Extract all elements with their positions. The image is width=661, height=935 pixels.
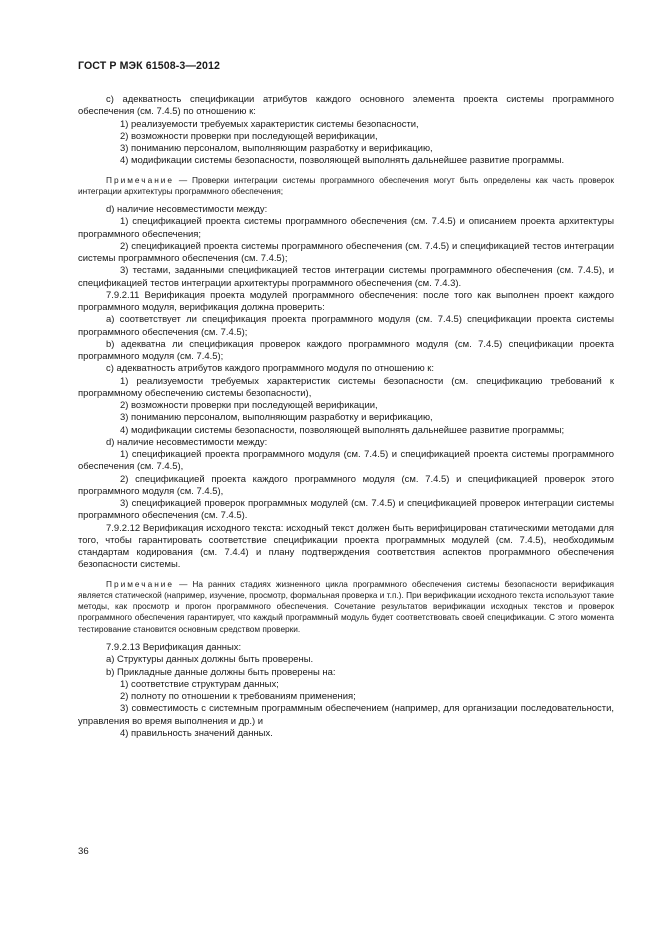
body-paragraph: 3) тестами, заданными спецификацией тестов интеграции системы программного обеспечения (см. 7.4.5), и спецификацией тестов интеграции архитектуры программного обеспечения (см. 7.4.3). <box>78 265 614 289</box>
note-paragraph <box>78 579 614 635</box>
document-body <box>78 94 614 740</box>
body-paragraph: 1) соответствие структурам данных; <box>120 678 279 690</box>
body-paragraph: a) Структуры данных должны быть проверены. <box>106 654 314 666</box>
note-text: — На ранних стадиях жизненного цикла программного обеспечения системы безопасности верификация является статической (например, изучение, просмотр, формальная проверка и т.п.). При верификации исходного текста используют такие методы, как просмотр и прогон программного обеспечения. Сочетание результатов верификации исходных текстов и проверок программного обеспечения гарантирует, что каждый программный модуль будет соответствовать своей спецификации. С этого момента тестирование становится основным средством проверки. <box>78 578 614 634</box>
body-paragraph: 1) реализуемости требуемых характеристик системы безопасности, <box>120 118 419 130</box>
body-paragraph: 4) модификации системы безопасности, позволяющей выполнять дальнейшее развитие программы; <box>120 424 565 436</box>
note-text: — Проверки интеграции системы программного обеспечения могут быть определены как часть проверок интеграции архитектуры программного обеспечения; <box>78 174 614 196</box>
note-paragraph <box>78 175 614 198</box>
body-paragraph: 1) спецификацией проекта системы программного обеспечения (см. 7.4.5) и описанием проекта архитектуры программного обеспечения; <box>78 216 614 240</box>
body-paragraph: 4) модификации системы безопасности, позволяющей выполнять дальнейшее развитие программы. <box>120 155 565 167</box>
note-label: Примечание <box>106 578 175 589</box>
body-paragraph: b) адекватна ли спецификация проверок каждого программного модуля (см. 7.4.5) спецификации проекта программного модуля (см. 7.4.5); <box>78 338 614 363</box>
page-number: 36 <box>78 846 89 857</box>
note-label: Примечание <box>106 174 175 185</box>
body-paragraph: a) соответствует ли спецификация проекта программного модуля (см. 7.4.5) спецификации проекта системы программного обеспечения (см. 7.4.5); <box>78 314 614 338</box>
body-paragraph: 4) правильность значений данных. <box>120 727 273 739</box>
body-paragraph: 7.9.2.13 Верификация данных: <box>106 642 242 654</box>
body-paragraph: d) наличие несовместимости между: <box>106 436 268 448</box>
body-paragraph: c) адекватность спецификации атрибутов каждого основного элемента проекта системы программного обеспечения (см. 7.4.5) по отношению к: <box>78 94 614 118</box>
body-paragraph: 1) реализуемости требуемых характеристик системы безопасности (см. спецификацию требований к программному обеспечению системы безопасности), <box>78 375 614 399</box>
body-paragraph: d) наличие несовместимости между: <box>106 204 268 216</box>
body-paragraph: c) адекватность атрибутов каждого программного модуля по отношению к: <box>106 363 435 375</box>
body-paragraph: 2) спецификацией проекта системы программного обеспечения (см. 7.4.5) и спецификацией тестов интеграции системы программного обеспечения (см. 7.4.5); <box>78 240 614 265</box>
standard-code-header: ГОСТ Р МЭК 61508-3—2012 <box>78 60 221 72</box>
body-paragraph: 2) полноту по отношении к требованиям применения; <box>120 691 356 703</box>
body-paragraph: 2) спецификацией проекта каждого программного модуля (см. 7.4.5) и спецификацией проверок этого программного модуля (см. 7.4.5), <box>78 473 614 497</box>
body-paragraph: 3) пониманию персоналом, выполняющим разработку и верификацию, <box>120 412 433 424</box>
body-paragraph: 1) спецификацией проекта программного модуля (см. 7.4.5) и спецификацией проекта системы программного обеспечения (см. 7.4.5), <box>78 449 614 473</box>
body-paragraph: 7.9.2.11 Верификация проекта модулей программного обеспечения: после того как выполнен проект каждого программного модуля, верификация должна проверить: <box>78 289 614 314</box>
body-paragraph: 3) пониманию персоналом, выполняющим разработку и верификацию, <box>120 143 433 154</box>
body-paragraph: b) Прикладные данные должны быть проверены на: <box>106 666 336 678</box>
body-paragraph: 2) возможности проверки при последующей верификации, <box>120 400 378 412</box>
body-paragraph: 3) спецификацией проверок программных модулей (см. 7.4.5) и спецификацией проверок интеграции системы программного обеспечения (см. 7.4.5). <box>78 498 614 522</box>
body-paragraph: 7.9.2.12 Верификация исходного текста: исходный текст должен быть верифицирован статическими методами для того, чтобы гарантировать соответствие спецификации проекта программных модулей (см. 7.4.5), необходимым стандартам кодирования (см. 7.4.4) и плану подтверждения соответствия аспектов программного обеспечения безопасности системы. <box>78 522 614 571</box>
body-paragraph: 3) совместимость с системным программным обеспечением (например, для организации последовательности, управления во время выполнения и др.) и <box>78 703 614 727</box>
body-paragraph: 2) возможности проверки при последующей верификации, <box>120 130 378 142</box>
